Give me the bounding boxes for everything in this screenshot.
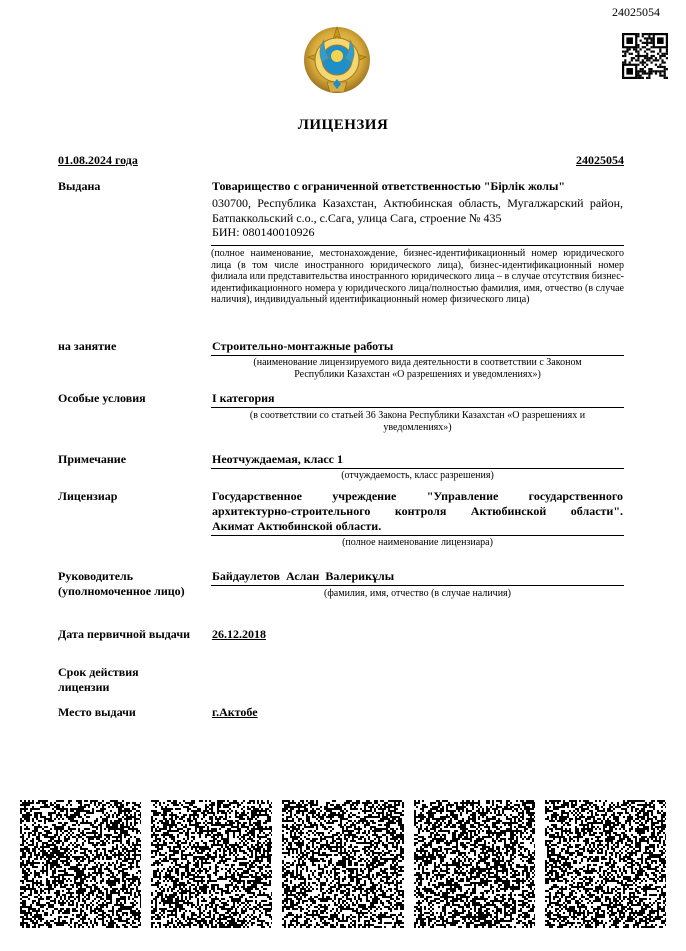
activity-value: Строительно-монтажные работы [212, 339, 394, 353]
2d-barcode-icon [20, 800, 141, 928]
head-label-line2: (уполномоченное лицо) [58, 584, 185, 598]
note-label: Примечание [58, 452, 127, 466]
licensee-bin: БИН: 080140010926 [212, 225, 315, 239]
first-issue-value: 26.12.2018 [212, 627, 266, 641]
kazakhstan-state-emblem-icon [300, 22, 374, 102]
issue-date: 01.08.2024 года [58, 153, 138, 167]
2d-barcode-icon [151, 800, 272, 928]
licensee-underline [211, 245, 624, 246]
activity-label: на занятие [58, 339, 117, 353]
issued-label: Выдана [58, 179, 101, 193]
license-number: 24025054 [576, 153, 624, 167]
barcode-row [20, 800, 666, 928]
conditions-value: I категория [212, 391, 275, 405]
note-value: Неотчуждаемая, класс 1 [212, 452, 343, 466]
activity-hint-line2: Республики Казахстан «О разрешениях и уведомлениях») [294, 369, 541, 380]
note-underline [211, 468, 624, 469]
2d-barcode-icon [545, 800, 666, 928]
head-value: Байдаулетов Аслан Валерикұлы [212, 569, 395, 583]
2d-barcode-icon [282, 800, 403, 928]
validity-label-line1: Срок действия [58, 665, 139, 679]
conditions-underline [211, 407, 624, 408]
first-issue-label: Дата первичной выдачи [58, 627, 191, 641]
validity-label-line2: лицензии [58, 680, 110, 694]
licensor-line2: архитектурно-строительного контроля Актюбинской области". [212, 504, 623, 518]
licensor-underline [211, 535, 624, 536]
head-underline [211, 585, 624, 586]
document-title: ЛИЦЕНЗИЯ [297, 117, 389, 133]
qr-code-icon [622, 33, 668, 79]
2d-barcode-icon [414, 800, 535, 928]
head-label-line1: Руководитель [58, 569, 134, 583]
document-number: 24025054 [612, 5, 660, 19]
note-hint: (отчуждаемость, класс разрешения) [341, 470, 494, 481]
licensor-label: Лицензиар [58, 489, 118, 503]
place-value: г.Актобе [212, 705, 258, 719]
licensee-name: Товарищество с ограниченной ответственностью "Бірлік жолы" [212, 179, 566, 193]
head-hint: (фамилия, имя, отчество (в случае наличия) [324, 588, 511, 599]
licensee-hint: (полное наименование, местонахождение, бизнес-идентификационный номер юридического лица (в том числе иностранного юридического лица), бизнес-идентификационный номер филиала или представительства иностранного юридического лица – в случае отсутствия бизнес-идентификационного номера у юридического лица/полностью фамилия, имя, отчество (в случае наличия), индивидуальный идентификационный номер физического лица) [211, 248, 624, 305]
licensee-address: 030700, Республика Казахстан, Актюбинская область, Мугалжарский район, Батпаккольский с.о., с.Сага, улица Сага, строение № 435 [212, 196, 623, 225]
activity-hint-line1: (наименование лицензируемого вида деятельности в соответствии с Законом [253, 357, 582, 368]
licensor-line1: Государственное учреждение "Управление государственного [212, 489, 623, 503]
licensor-hint: (полное наименование лицензиара) [342, 537, 493, 548]
licensor-line3: Акимат Актюбинской области. [212, 519, 382, 533]
conditions-hint-line1: (в соответствии со статьей 36 Закона Республики Казахстан «О разрешениях и [249, 410, 586, 421]
conditions-hint-line2: уведомлениях») [383, 422, 452, 433]
place-label: Место выдачи [58, 705, 136, 719]
conditions-label: Особые условия [58, 391, 146, 405]
activity-underline [211, 355, 624, 356]
